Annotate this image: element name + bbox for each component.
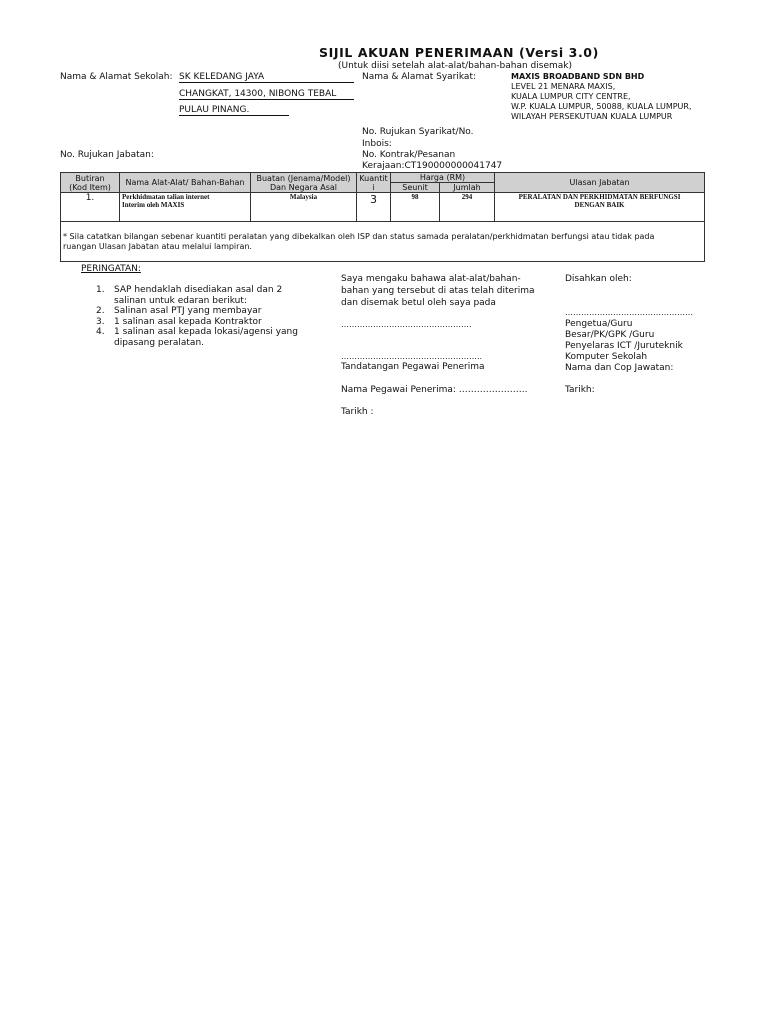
approver-role-line4: Komputer Sekolah [565, 352, 648, 362]
approved-by-label: Disahkan oleh: [565, 274, 632, 284]
list-item [96, 306, 308, 317]
company-address-line2: KUALA LUMPUR CITY CENTRE, [511, 92, 631, 101]
header-item-name: Nama Alat-Alat/ Bahan-Bahan [120, 173, 251, 193]
company-address-line4: WILAYAH PERSEKUTUAN KUALA LUMPUR [511, 112, 673, 121]
list-item-line: salinan untuk edaran berikut: [114, 295, 247, 306]
ack-date-label: Tarikh : [341, 407, 374, 417]
company-ref-label: No. Rujukan Syarikat/No. [362, 127, 474, 137]
document-subtitle: (Untuk diisi setelah alat-alat/bahan-bahan disemak) [338, 61, 572, 71]
items-table [60, 172, 705, 262]
header-qty-line2: i [372, 182, 375, 192]
company-address-line1: LEVEL 21 MENARA MAXIS, [511, 82, 616, 91]
receiver-name-label: Nama Pegawai Penerima: ………………….. [341, 385, 528, 395]
list-item-line: dipasang peralatan. [114, 337, 205, 348]
ack-line2: bahan yang tersebut di atas telah diterima [341, 286, 535, 296]
list-item [96, 327, 308, 348]
document-title: SIJIL AKUAN PENERIMAAN (Versi 3.0) [319, 45, 599, 60]
school-name: SK KELEDANG JAYA [179, 72, 354, 83]
department-ref-label: No. Rujukan Jabatan: [60, 150, 154, 160]
approver-role-line2: Besar/PK/GPK /Guru [565, 330, 655, 340]
ack-date-dots: …………………………………………. [341, 320, 472, 329]
invoice-label: Inbois: [362, 139, 392, 149]
ack-line1: Saya mengaku bahawa alat-alat/bahan- [341, 274, 521, 284]
header-item-line2: (Kod Item) [69, 182, 111, 192]
approval-signature-dots: ………………………………………… [565, 308, 693, 317]
header-item-code [61, 173, 120, 193]
company-name: MAXIS BROADBAND SDN BHD [511, 72, 645, 81]
approval-date-label: Tarikh: [565, 385, 595, 395]
row-origin: Malaysia [251, 193, 357, 222]
contract-label: No. Kontrak/Pesanan [362, 150, 456, 160]
header-price: Harga (RM) [391, 173, 495, 183]
list-item-number: 4. [96, 327, 105, 337]
row-item-name-line1: Perkhidmatan talian internet [122, 193, 210, 201]
stamp-label: Nama dan Cop Jawatan: [565, 363, 674, 373]
header-quantity [357, 173, 391, 193]
row-review-line2: DENGAN BAIK [574, 201, 625, 209]
header-item-line1: Butiran [75, 173, 105, 183]
header-review: Ulasan Jabatan [495, 173, 705, 193]
header-make-line2: Dan Negara Asal [269, 182, 338, 192]
list-item-line: Salinan asal PTJ yang membayar [114, 306, 262, 316]
warning-title: PERINGATAN: [81, 264, 141, 274]
header-unit-price: Seunit [391, 183, 440, 193]
header-total-price: Jumlah [440, 183, 495, 193]
row-review-line1: PERALATAN DAN PERKHIDMATAN BERFUNGSI [518, 193, 681, 201]
contract-number: Kerajaan:CT190000000041747 [362, 161, 503, 171]
row-review [495, 193, 705, 222]
table-note-line2: ruangan Ulasan Jabatan atau melalui lampiran. [63, 241, 252, 251]
list-item-number: 2. [96, 306, 105, 316]
row-quantity: 3 [357, 193, 391, 222]
school-address-line2: PULAU PINANG. [179, 105, 289, 116]
list-item-number: 1. [96, 285, 105, 295]
school-address-line1: CHANGKAT, 14300, NIBONG TEBAL [179, 89, 354, 100]
approver-role-line3: Penyelaras ICT /Juruteknik [565, 341, 683, 351]
table-note-line1: * Sila catatkan bilangan sebenar kuantiti peralatan yang dibekalkan oleh ISP dan status samada peralatan/perkhidmatan berfungsi atau tidak pada [63, 231, 655, 241]
header-make-line1: Buatan (Jenama/Model) [256, 173, 351, 183]
list-item-line: 1 salinan asal kepada Kontraktor [114, 316, 262, 327]
row-item-name-line2: Interim oleh MAXIS [122, 201, 185, 209]
school-label: Nama & Alamat Sekolah: [60, 72, 173, 82]
ack-line3: dan disemak betul oleh saya pada [341, 298, 496, 308]
company-address-line3: W.P. KUALA LUMPUR, 50088, KUALA LUMPUR, [511, 102, 692, 111]
header-make-origin [251, 173, 357, 193]
company-label: Nama & Alamat Syarikat: [362, 72, 476, 82]
list-item [96, 285, 308, 306]
table-row [61, 193, 705, 222]
list-item-number: 3. [96, 316, 105, 327]
warning-list [96, 285, 308, 348]
row-item-name [120, 193, 251, 222]
row-item-no: 1. [61, 193, 120, 222]
approver-role-line1: Pengetua/Guru [565, 319, 633, 329]
signature-label: Tandatangan Pegawai Penerima [341, 362, 485, 372]
list-item-line: 1 salinan asal kepada lokasi/agensi yang [114, 327, 298, 337]
row-unit-price: 98 [391, 193, 440, 222]
ack-signature-dots: …………………………………………….. [341, 352, 483, 361]
header-qty-line1: Kuantit [359, 173, 388, 183]
list-item [96, 317, 308, 328]
table-note [61, 222, 705, 262]
row-total-price: 294 [440, 193, 495, 222]
list-item-line: SAP hendaklah disediakan asal dan 2 [114, 285, 283, 295]
